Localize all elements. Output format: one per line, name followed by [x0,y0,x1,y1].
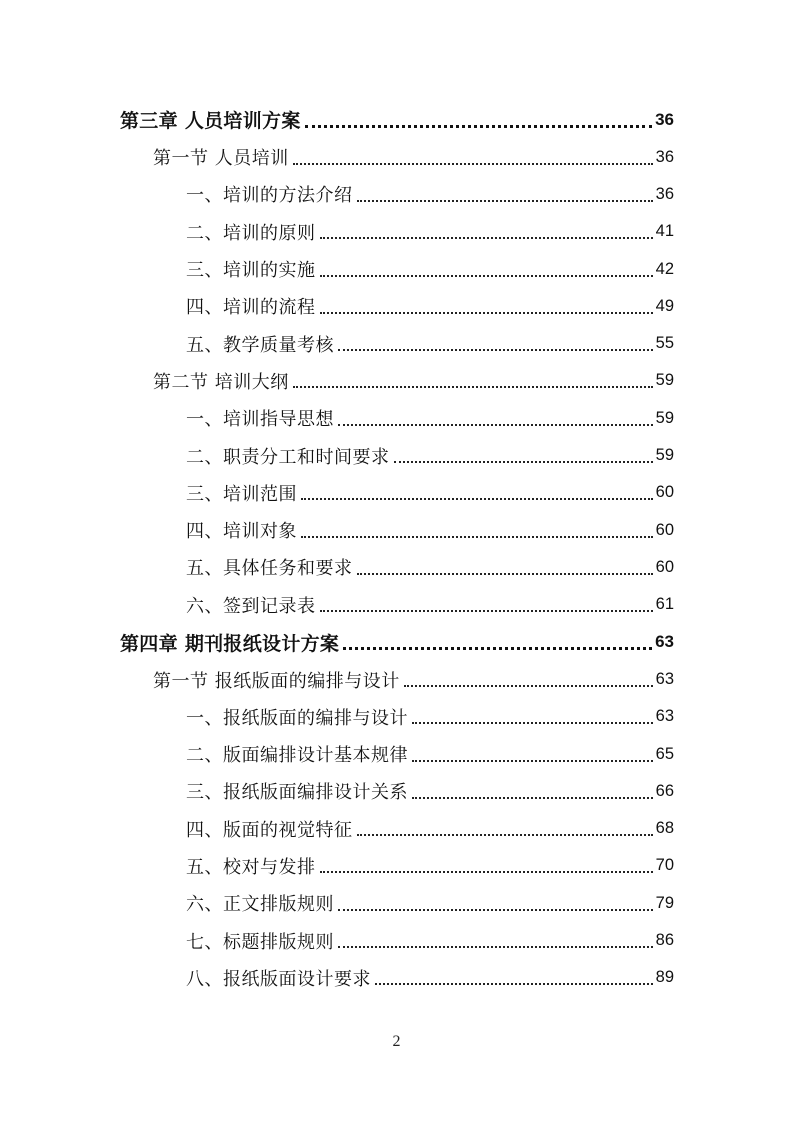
toc-entry-page: 36 [655,184,674,203]
toc-dot-leader [320,311,653,314]
toc-entry-title: 八、报纸版面设计要求 [186,968,371,990]
toc-subsection-entry[interactable] [0,325,793,362]
toc-dot-leader [338,908,653,911]
toc-entry-page: 55 [655,334,674,353]
toc-entry-page: 36 [655,109,674,129]
toc-subsection-entry[interactable] [0,511,793,548]
toc-entry-page: 36 [655,147,674,166]
toc-section-entry[interactable] [0,139,793,176]
toc-entry-title: 四、培训对象 [186,521,297,543]
toc-dot-leader [320,236,653,239]
toc-entry-title: 一、报纸版面的编排与设计 [186,707,408,729]
toc-dot-leader [357,572,653,575]
toc-entry-title: 二、培训的原则 [186,222,316,244]
toc-entry-title: 一、培训的方法介绍 [186,185,353,207]
toc-entry-title: 四、版面的视觉特征 [186,819,353,841]
toc-dot-leader [338,945,653,948]
toc-dot-leader [338,348,653,351]
toc-entry-page: 65 [655,744,674,763]
toc-subsection-entry[interactable] [0,586,793,623]
toc-entry-title: 二、职责分工和时间要求 [186,446,390,468]
toc-entry-title: 二、版面编排设计基本规律 [186,745,408,767]
toc-entry-title: 五、具体任务和要求 [186,558,353,580]
toc-entry-title: 五、校对与发排 [186,856,316,878]
toc-entry-page: 68 [655,819,674,838]
toc-subsection-entry[interactable] [0,250,793,287]
toc-entry-page: 63 [655,707,674,726]
toc-entry-page: 59 [655,371,674,390]
toc-dot-leader [412,759,653,762]
footer-page-number: 2 [392,1033,401,1050]
toc-entry-page: 59 [655,408,674,427]
toc-entry-page: 63 [655,632,674,652]
toc-subsection-entry[interactable] [0,437,793,474]
toc-subsection-entry[interactable] [0,959,793,996]
toc-subsection-entry[interactable] [0,735,793,772]
toc-subsection-entry[interactable] [0,288,793,325]
toc-entry-title: 三、报纸版面编排设计关系 [186,782,408,804]
toc-dot-leader [320,870,653,873]
toc-entry-title: 三、培训范围 [186,483,297,505]
toc-entry-title: 六、正文排版规则 [186,894,334,916]
toc-dot-leader [343,646,652,650]
toc-dot-leader [338,423,653,426]
toc-section-entry[interactable] [0,362,793,399]
toc-dot-leader [320,274,653,277]
toc-entry-page: 61 [655,595,674,614]
toc-entry-title: 第一节 人员培训 [153,148,289,170]
toc-dot-leader [357,833,653,836]
toc-entry-title: 七、标题排版规则 [186,931,334,953]
toc-entry-title: 四、培训的流程 [186,297,316,319]
toc-subsection-entry[interactable] [0,773,793,810]
toc-subsection-entry[interactable] [0,176,793,213]
toc-subsection-entry[interactable] [0,922,793,959]
toc-entry-page: 86 [655,931,674,950]
toc-subsection-entry[interactable] [0,474,793,511]
toc-dot-leader [301,535,653,538]
toc-dot-leader [375,982,653,985]
toc-entry-title: 三、培训的实施 [186,260,316,282]
toc-dot-leader [412,796,653,799]
toc-chapter-entry[interactable] [0,623,793,661]
toc-subsection-entry[interactable] [0,549,793,586]
toc-entry-title: 第三章 人员培训方案 [120,110,301,133]
toc-subsection-entry[interactable] [0,400,793,437]
toc-entry-page: 49 [655,296,674,315]
toc-dot-leader [293,385,653,388]
toc-dot-leader [305,124,652,128]
toc-entry-page: 60 [655,557,674,576]
toc-entry-page: 66 [655,781,674,800]
toc-subsection-entry[interactable] [0,847,793,884]
toc-dot-leader [293,162,653,165]
toc-entry-page: 63 [655,670,674,688]
toc-entry-title: 五、教学质量考核 [186,334,334,356]
toc-entry-page: 42 [655,259,674,278]
toc-subsection-entry[interactable] [0,698,793,735]
toc-subsection-entry[interactable] [0,885,793,922]
toc-entry-page: 89 [655,968,674,987]
toc-entry-page: 79 [655,893,674,912]
toc-entry-title: 第二节 培训大纲 [153,371,289,393]
toc-entry-title: 一、培训指导思想 [186,409,334,431]
toc-dot-leader [404,684,653,687]
toc-entry-page: 41 [655,222,674,241]
toc-dot-leader [394,460,653,463]
toc-entry-title: 六、签到记录表 [186,595,316,617]
toc-entry-title: 第一节 报纸版面的编排与设计 [153,670,400,692]
toc-chapter-entry[interactable] [0,101,793,139]
toc-dot-leader [357,199,653,202]
toc-subsection-entry[interactable] [0,810,793,847]
toc-dot-leader [301,497,653,500]
toc-entry-title: 第四章 期刊报纸设计方案 [120,632,340,655]
toc-entry-page: 60 [655,520,674,539]
toc-section-entry[interactable] [0,661,793,698]
toc-entry-page: 59 [655,446,674,465]
toc-subsection-entry[interactable] [0,213,793,250]
toc-entry-page: 70 [655,856,674,875]
toc-dot-leader [412,721,653,724]
table-of-contents [0,101,793,997]
toc-dot-leader [320,609,653,612]
toc-entry-page: 60 [655,483,674,502]
